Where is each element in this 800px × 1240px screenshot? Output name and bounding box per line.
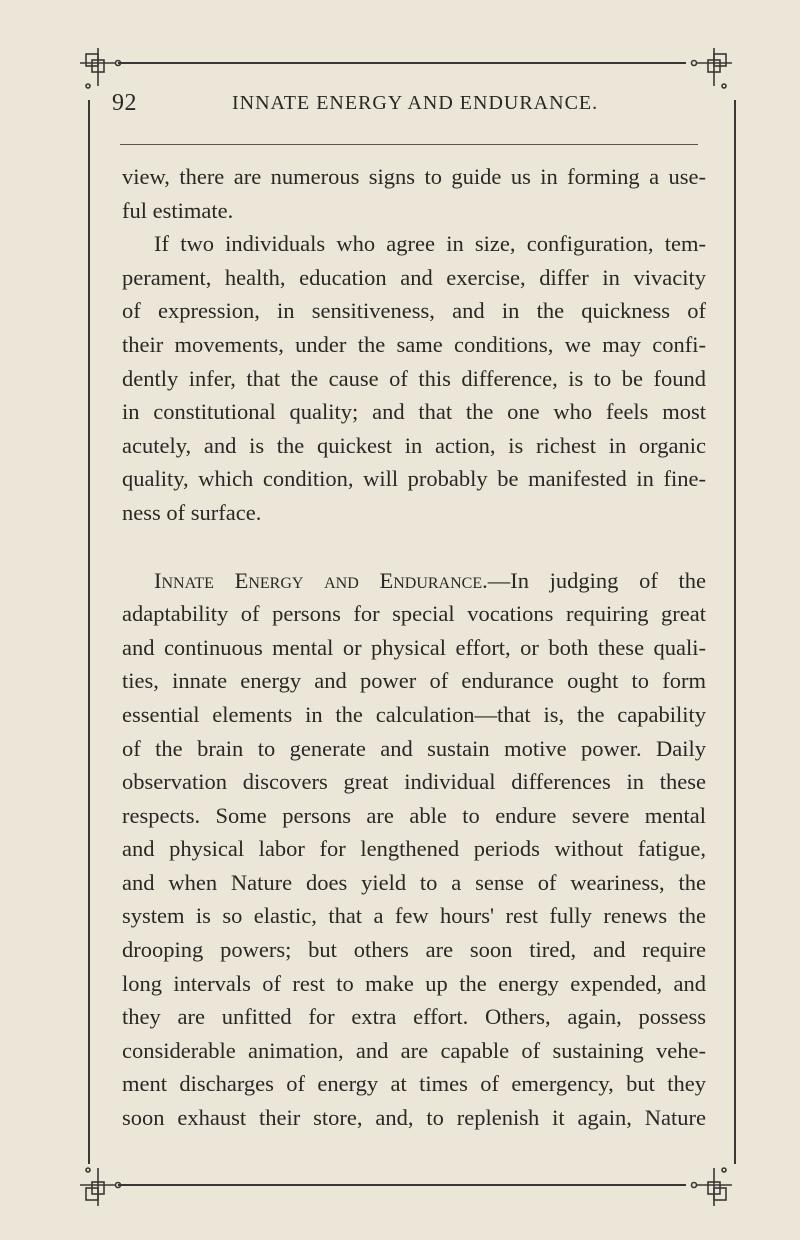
frame-right-rule [734, 100, 736, 1164]
corner-ornament-icon [690, 1164, 736, 1210]
text-line: observation discovers great individual differences in these [122, 769, 706, 795]
text-line: in constitutional quality; and that the one who feels most [122, 399, 706, 425]
text-line: long intervals of rest to make up the energy expended, and [122, 970, 706, 996]
text-line: If two individuals who agree in size, configuration, tem- [154, 231, 706, 257]
paragraph [90, 227, 706, 529]
text-line: perament, health, education and exercise, differ in vivacity [122, 264, 706, 290]
text-line: their movements, under the same conditions, we may confi- [122, 331, 706, 357]
text-line: respects. Some persons are able to endure severe mental [122, 802, 706, 828]
text-line: ness of surface. [122, 499, 262, 525]
frame-bottom-rule [118, 1184, 686, 1186]
text-line [122, 564, 706, 598]
paragraph [122, 160, 706, 227]
corner-ornament-icon [76, 46, 122, 92]
page-number: 92 [112, 90, 137, 116]
text-line: soon exhaust their store, and, to replenish it again, Nature [122, 1105, 706, 1131]
text-line: and physical labor for lengthened periods without fatigue, [122, 836, 706, 862]
section-heading: Innate Energy and Endurance. [154, 567, 488, 593]
text-line: dently infer, that the cause of this difference, is to be found [122, 365, 706, 391]
text-line: and when Nature does yield to a sense of weariness, the [122, 869, 706, 895]
text-line: ment discharges of energy at times of emergency, but they [122, 1071, 706, 1097]
running-header [112, 90, 712, 120]
body-text [122, 160, 706, 1135]
text-line: ful estimate. [122, 197, 234, 223]
text-line: acutely, and is the quickest in action, is richest in organic [122, 432, 706, 458]
frame-top-rule [118, 62, 686, 64]
running-head-title: INNATE ENERGY AND ENDURANCE. [232, 92, 599, 114]
text-line: considerable animation, and are capable of sustaining vehe- [122, 1037, 706, 1063]
paragraph [122, 564, 706, 1135]
heading-line-rest: —In judging of the [487, 567, 706, 593]
text-line: drooping powers; but others are soon tired, and require [122, 937, 706, 963]
text-line: of expression, in sensitiveness, and in the quickness of [122, 298, 706, 324]
text-line: ties, innate energy and power of endurance ought to form [122, 668, 706, 694]
text-line: system is so elastic, that a few hours' rest fully renews the [122, 903, 706, 929]
text-line: and continuous mental or physical effort, or both these quali- [122, 634, 706, 660]
header-rule [120, 144, 698, 145]
corner-ornament-icon [690, 46, 736, 92]
text-line: adaptability of persons for special vocations requiring great [122, 601, 706, 627]
text-line: they are unfitted for extra effort. Others, again, possess [122, 1004, 706, 1030]
text-line: of the brain to generate and sustain motive power. Daily [122, 735, 706, 761]
corner-ornament-icon [76, 1164, 122, 1210]
text-line: view, there are numerous signs to guide us in forming a use- [122, 164, 706, 189]
text-line: essential elements in the calculation—that is, the capability [122, 701, 706, 727]
text-line: quality, which condition, will probably be manifested in fine- [122, 466, 706, 492]
